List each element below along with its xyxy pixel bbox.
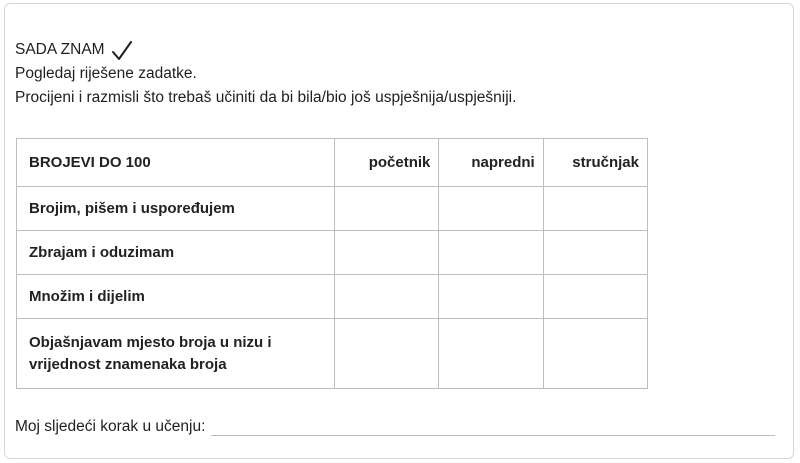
beginner-cell[interactable] (335, 231, 439, 275)
level-header-expert: stručnjak (543, 139, 647, 187)
beginner-cell[interactable] (335, 275, 439, 319)
title-line (15, 38, 516, 62)
expert-cell[interactable] (543, 275, 647, 319)
advanced-cell[interactable] (439, 187, 543, 231)
next-step-row (15, 418, 775, 436)
advanced-cell[interactable] (439, 231, 543, 275)
skill-label: Brojim, pišem i uspoređujem (17, 187, 335, 231)
next-step-write-line[interactable] (211, 421, 775, 436)
beginner-cell[interactable] (335, 187, 439, 231)
level-header-beginner: početnik (335, 139, 439, 187)
skill-label: Množim i dijelim (17, 275, 335, 319)
expert-cell[interactable] (543, 319, 647, 389)
table-row (17, 319, 648, 389)
table-header-row (17, 139, 648, 187)
table-row (17, 231, 648, 275)
checkmark-icon (111, 40, 133, 62)
expert-cell[interactable] (543, 231, 647, 275)
instruction-line-1: Pogledaj riješene zadatke. (15, 65, 197, 82)
skill-label: Zbrajam i oduzimam (17, 231, 335, 275)
advanced-cell[interactable] (439, 319, 543, 389)
advanced-cell[interactable] (439, 275, 543, 319)
self-assessment-table (16, 138, 648, 389)
level-header-advanced: napredni (439, 139, 543, 187)
expert-cell[interactable] (543, 187, 647, 231)
page-title: SADA ZNAM (15, 41, 105, 58)
instruction-line-2: Procijeni i razmisli što trebaš učiniti da bi bila/bio još uspješnija/uspješniji. (15, 89, 517, 106)
next-step-label: Moj sljedeći korak u učenju: (15, 418, 206, 435)
table-row (17, 187, 648, 231)
skill-label: Objašnjavam mjesto broja u nizu i vrijednost znamenaka broja (17, 319, 335, 389)
beginner-cell[interactable] (335, 319, 439, 389)
table-topic-header: BROJEVI DO 100 (17, 139, 335, 187)
intro-block (15, 38, 516, 110)
table-row (17, 275, 648, 319)
